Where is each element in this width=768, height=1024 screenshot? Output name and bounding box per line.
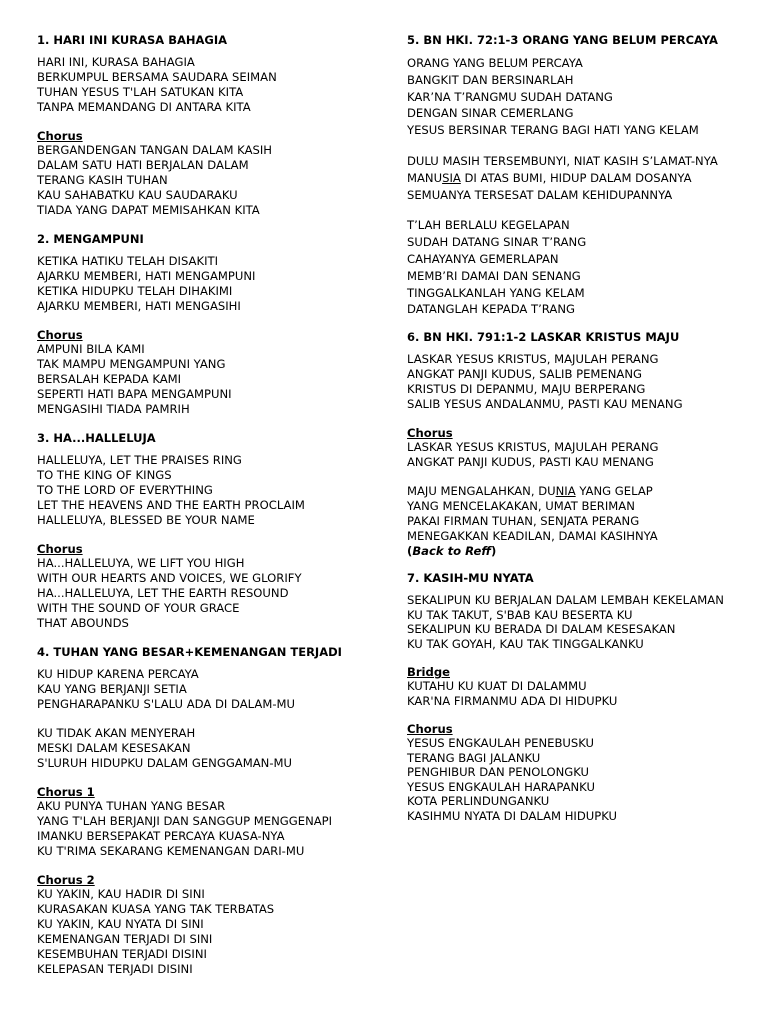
lyric-line: AKU PUNYA TUHAN YANG BESAR (37, 799, 226, 813)
lyric-line: KU TIDAK AKAN MENYERAH (37, 726, 196, 740)
lyric-line: KUTAHU KU KUAT DI DALAMMU (407, 679, 587, 694)
lyric-line: SUDAH DATANG SINAR T’RANG (407, 235, 587, 250)
lyric-line (407, 170, 757, 187)
chorus-label: Chorus (407, 722, 453, 737)
song-title: 6. BN HKI. 791:1-2 LASKAR KRISTUS MAJU (407, 330, 680, 345)
song-title: 7. KASIH-MU NYATA (407, 571, 534, 586)
song-title: 5. BN HKI. 72:1-3 ORANG YANG BELUM PERCAYA (407, 33, 718, 47)
left-column (37, 33, 382, 977)
lyric-line: TINGGALKANLAH YANG KELAM (407, 285, 585, 300)
lyric-line: PENGHIBUR DAN PENOLONGKU (407, 765, 590, 780)
lyric-line: BERGANDENGAN TANGAN DALAM KASIH (37, 143, 273, 157)
lyric-line: KESEMBUHAN TERJADI DISINI (37, 947, 207, 961)
lyric-line: TUHAN YESUS T'LAH SATUKAN KITA (37, 85, 244, 99)
stanza-gap (407, 203, 757, 217)
lyric-line: HALLELUYA, BLESSED BE YOUR NAME (37, 513, 255, 527)
stanza-gap (407, 139, 757, 153)
lyric-line: YANG MENCELAKAKAN, UMAT BERIMAN (407, 499, 635, 514)
song-4 (37, 645, 382, 977)
lyric-line: TO THE KING OF KINGS (37, 468, 172, 482)
lyric-fragment: MANU (407, 170, 443, 185)
lyric-line: HA...HALLELUYA, WE LIFT YOU HIGH (37, 556, 245, 570)
lyric-line: YANG T'LAH BERJANJI DAN SANGGUP MENGGENAPI (37, 814, 333, 828)
chorus-1-label: Chorus 1 (37, 785, 95, 799)
song-title: 1. HARI INI KURASA BAHAGIA (37, 33, 228, 47)
lyric-line: KASIHMU NYATA DI DALAM HIDUPKU (407, 808, 618, 823)
lyric-line: KEMENANGAN TERJADI DI SINI (37, 932, 213, 946)
lyric-line: BERSALAH KEPADA KAMI (37, 372, 182, 386)
lyric-line: KETIKA HATIKU TELAH DISAKITI (37, 254, 218, 268)
lyric-line: YESUS ENGKAULAH HARAPANKU (407, 779, 595, 794)
lyric-line: SEMUANYA TERSESAT DALAM KEHIDUPANNYA (407, 187, 673, 202)
lyric-line: KAR'NA FIRMANMU ADA DI HIDUPKU (407, 693, 618, 708)
lyric-line: KAR’NA T’RANGMU SUDAH DATANG (407, 89, 613, 104)
song-2 (37, 232, 382, 417)
lyric-line: KOTA PERLINDUNGANKU (407, 794, 550, 809)
lyric-line: HALLELUYA, LET THE PRAISES RING (37, 453, 242, 467)
lyric-line: MENGASIHI TIADA PAMRIH (37, 402, 190, 416)
song-6 (407, 330, 757, 559)
underlined-fragment: SIA (442, 170, 461, 185)
lyric-line: KU HIDUP KARENA PERCAYA (37, 667, 199, 681)
lyric-line: LASKAR YESUS KRISTUS, MAJULAH PERANG (407, 440, 659, 455)
chorus-2-label: Chorus 2 (37, 873, 95, 887)
chorus-label: Chorus (407, 426, 453, 441)
back-to-reff-text: Back to Reff (412, 544, 492, 559)
lyric-line: THAT ABOUNDS (37, 616, 129, 630)
close-paren: ) (491, 544, 497, 559)
lyric-line: LET THE HEAVENS AND THE EARTH PROCLAIM (37, 498, 305, 512)
lyric-line: WITH OUR HEARTS AND VOICES, WE GLORIFY (37, 571, 302, 585)
song-5 (407, 33, 757, 318)
lyric-line: CAHAYANYA GEMERLAPAN (407, 251, 559, 266)
lyric-line: HARI INI, KURASA BAHAGIA (37, 55, 195, 69)
lyric-line: SEPERTI HATI BAPA MENGAMPUNI (37, 387, 232, 401)
lyric-line: AJARKU MEMBERI, HATI MENGASIHI (37, 299, 241, 313)
lyric-line: LASKAR YESUS KRISTUS, MAJULAH PERANG (407, 352, 659, 367)
lyric-line: ANGKAT PANJI KUDUS, SALIB PEMENANG (407, 367, 643, 382)
lyric-line: KAU SAHABATKU KAU SAUDARAKU (37, 188, 238, 202)
right-column (407, 33, 757, 823)
lyric-line: KU YAKIN, KAU HADIR DI SINI (37, 887, 205, 901)
lyric-line: DULU MASIH TERSEMBUNYI, NIAT KASIH S’LAMAT-NYA (407, 153, 718, 168)
lyric-line: PAKAI FIRMAN TUHAN, SENJATA PERANG (407, 514, 640, 529)
lyric-line: KU YAKIN, KAU NYATA DI SINI (37, 917, 204, 931)
lyric-line: TERANG KASIH TUHAN (37, 173, 168, 187)
lyric-line: DATANGLAH KEPADA T’RANG (407, 302, 575, 317)
lyric-line: S'LURUH HIDUPKU DALAM GENGGAMAN-MU (37, 756, 293, 770)
lyric-line: KURASAKAN KUASA YANG TAK TERBATAS (37, 902, 275, 916)
lyric-line: WITH THE SOUND OF YOUR GRACE (37, 601, 240, 615)
lyric-line: SEKALIPUN KU BERJALAN DALAM LEMBAH KEKELAMAN (407, 593, 724, 608)
lyric-line: BERKUMPUL BERSAMA SAUDARA SEIMAN (37, 70, 277, 84)
lyric-line: YESUS ENGKAULAH PENEBUSKU (407, 736, 595, 751)
back-to-reff-note (407, 544, 757, 559)
stanza-gap (407, 470, 757, 484)
lyric-fragment: DI ATAS BUMI, HIDUP DALAM DOSANYA (460, 170, 692, 185)
lyric-line: KRISTUS DI DEPANMU, MAJU BERPERANG (407, 382, 646, 397)
lyric-line: KU TAK GOYAH, KAU TAK TINGGALKANKU (407, 636, 644, 651)
lyric-line: HA...HALLELUYA, LET THE EARTH RESOUND (37, 586, 289, 600)
song-title: 4. TUHAN YANG BESAR+KEMENANGAN TERJADI (37, 645, 342, 659)
lyric-line: KU T'RIMA SEKARANG KEMENANGAN DARI-MU (37, 844, 305, 858)
lyric-fragment: YANG GELAP (575, 484, 653, 499)
lyric-line: ORANG YANG BELUM PERCAYA (407, 56, 583, 70)
lyric-line: TERANG BAGI JALANKU (407, 750, 541, 765)
lyric-line: ANGKAT PANJI KUDUS, PASTI KAU MENANG (407, 455, 654, 470)
lyric-line (407, 484, 757, 499)
chorus-label: Chorus (37, 542, 83, 556)
lyric-fragment: MAJU MENGALAHKAN, DU (407, 484, 556, 499)
bridge-label: Bridge (407, 665, 450, 680)
lyric-line: DALAM SATU HATI BERJALAN DALAM (37, 158, 249, 172)
lyric-line: YESUS BERSINAR TERANG BAGI HATI YANG KELAM (407, 123, 699, 138)
lyric-line: AJARKU MEMBERI, HATI MENGAMPUNI (37, 269, 256, 283)
lyric-line: MEMB’RI DAMAI DAN SENANG (407, 268, 581, 283)
lyric-line: TIADA YANG DAPAT MEMISAHKAN KITA (37, 203, 260, 217)
song-3 (37, 431, 382, 631)
lyric-line: TANPA MEMANDANG DI ANTARA KITA (37, 100, 251, 114)
lyric-line: SEKALIPUN KU BERADA DI DALAM KESESAKAN (407, 622, 676, 637)
lyric-line: KAU YANG BERJANJI SETIA (37, 682, 187, 696)
lyric-line: BANGKIT DAN BERSINARLAH (407, 72, 574, 87)
lyric-line: MESKI DALAM KESESAKAN (37, 741, 191, 755)
lyric-line: KU TAK TAKUT, S'BAB KAU BESERTA KU (407, 607, 633, 622)
lyric-line: TAK MAMPU MENGAMPUNI YANG (37, 357, 226, 371)
lyric-line: SALIB YESUS ANDALANMU, PASTI KAU MENANG (407, 397, 683, 412)
song-title: 2. MENGAMPUNI (37, 232, 144, 246)
lyric-line: PENGHARAPANKU S'LALU ADA DI DALAM-MU (37, 697, 295, 711)
chorus-label: Chorus (37, 129, 83, 143)
lyric-line: KELEPASAN TERJADI DISINI (37, 962, 193, 976)
lyric-line: IMANKU BERSEPAKAT PERCAYA KUASA-NYA (37, 829, 285, 843)
lyric-line: AMPUNI BILA KAMI (37, 342, 145, 356)
underlined-fragment: NIA (555, 484, 576, 499)
lyric-line: TO THE LORD OF EVERYTHING (37, 483, 213, 497)
lyric-line: DENGAN SINAR CEMERLANG (407, 106, 574, 121)
lyric-line: MENEGAKKAN KEADILAN, DAMAI KASIHNYA (407, 529, 658, 544)
song-7 (407, 571, 757, 823)
stanza-gap (37, 712, 382, 726)
open-paren: ( (407, 544, 413, 559)
song-title: 3. HA...HALLELUJA (37, 431, 156, 445)
lyric-line: KETIKA HIDUPKU TELAH DIHAKIMI (37, 284, 233, 298)
song-1 (37, 33, 382, 218)
chorus-label: Chorus (37, 328, 83, 342)
lyric-line: T’LAH BERLALU KEGELAPAN (407, 218, 570, 233)
